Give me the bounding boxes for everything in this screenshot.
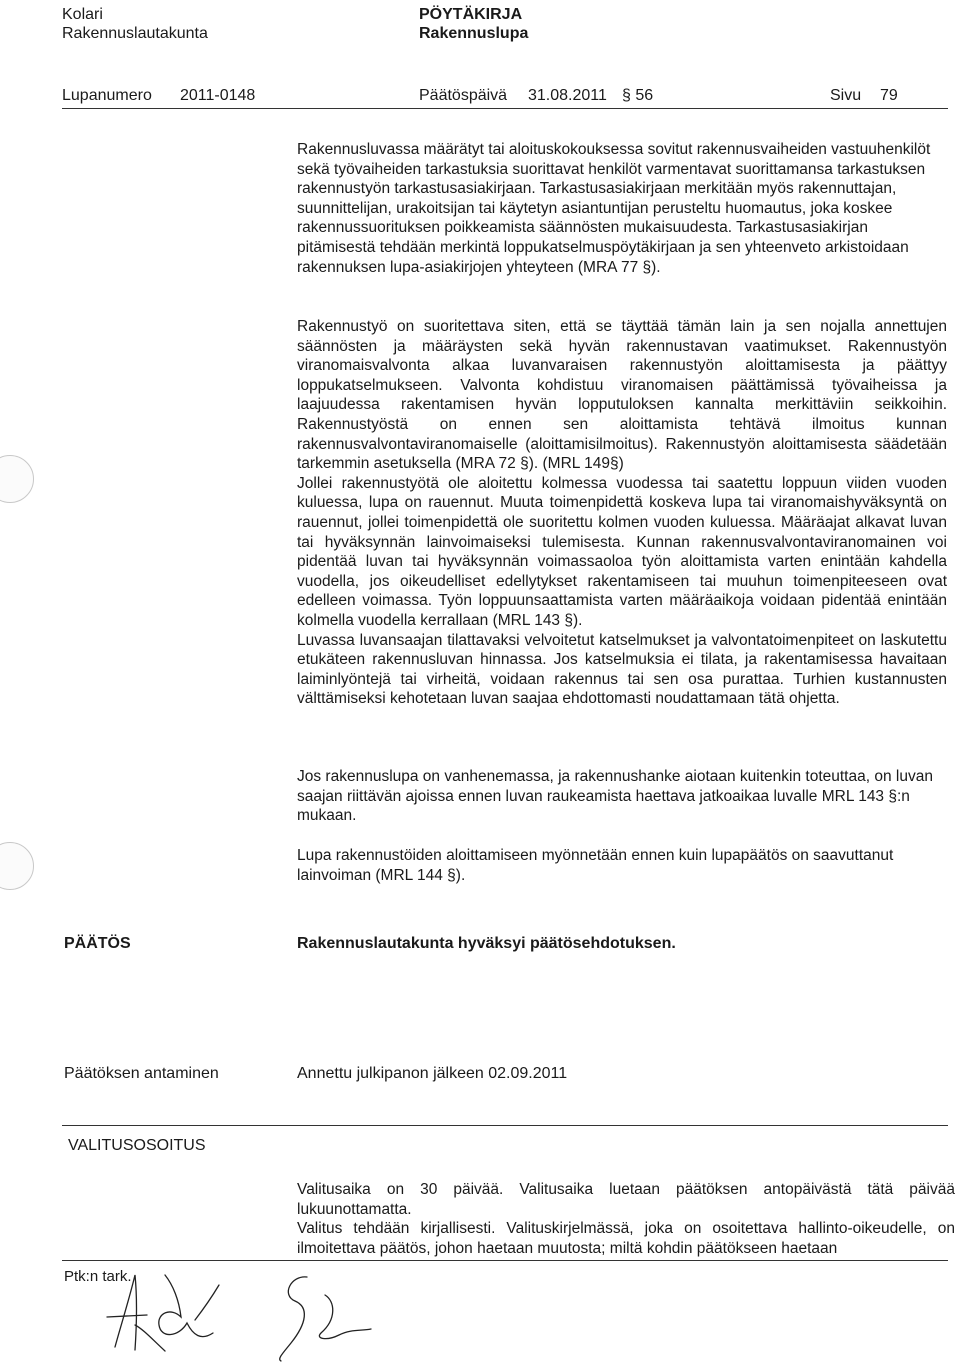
body-paragraph-2 bbox=[297, 317, 947, 709]
header-divider bbox=[62, 108, 948, 109]
document-subject: Rakennuslupa bbox=[419, 25, 529, 42]
body-paragraph-2a: Rakennustyö on suoritettava siten, että se täyttää tämän lain ja sen nojalla annettujen säännösten ja määräysten sekä hyvän rakennustavan vaatimukset. Rakennustyön viranomaisvalvonta alkaa luvanvaraisen rakennustyön aloittamisesta ja päättyy loppukatselmukseen. Valvonta kohdistuu viranomaisen päättämissä työvaiheissa ja laajuudessa rakentamisen hyvän lopputuloksen kannalta merkittäviin seikkoihin. Rakennustyöstä on ennen sen aloittamista tehtävä ilmoitus kunnan rakennusvalvontaviranomaiselle (aloittamisilmoitus). Rakennustyön aloittamisesta säädetään tarkemmin asetuksella (MRA 72 §). (MRL 149§) bbox=[297, 318, 947, 473]
notice-text: Annettu julkipanon jälkeen 02.09.2011 bbox=[297, 1065, 568, 1082]
decision-date-label: Päätöspäivä bbox=[419, 87, 508, 104]
appeal-text-2: Valitus tehdään kirjallisesti. Valituskirjelmässä, joka on osoitettava hallinto-oikeudelle, on ilmoitettava päätös, johon haetaan muutosta; miltä kohdin päätökseen haetaan bbox=[297, 1220, 955, 1257]
appeal-label: VALITUSOSOITUS bbox=[68, 1137, 206, 1154]
appeal-text-1: Valitusaika on 30 päivää. Valitusaika luetaan päätöksen antopäivästä tätä päivää lukuunottamatta. bbox=[297, 1181, 955, 1218]
page-label: Sivu bbox=[830, 87, 862, 104]
municipality-name: Kolari bbox=[62, 6, 103, 23]
document-type: PÖYTÄKIRJA bbox=[419, 6, 523, 23]
notice-label: Päätöksen antaminen bbox=[64, 1065, 219, 1082]
board-name: Rakennuslautakunta bbox=[62, 25, 208, 42]
page-number: 79 bbox=[880, 87, 898, 104]
punch-hole bbox=[0, 455, 34, 503]
body-paragraph-1: Rakennusluvassa määrätyt tai aloituskokouksessa sovitut rakennusvaiheiden vastuuhenkilöt sekä työvaiheiden tarkastuksia suorittavat henkilöt varmentavat suorittamansa tarkastuksen rakennustyön tarkastusasiakirjaan. Tarkastusasiakirjaan merkitään myös rakennuttajan, suunnittelijan, urakoitsijan tai käytetyn asiantuntijan perusteltu huomautus, joka koskee rakennussuorituksen poikkeamista säännösten mukaisuudesta. Tarkastusasiakirjan pitämisestä tehdään merkintä loppukatselmuspöytäkirjaan ja sen yhteenveto arkistoidaan rakennuksen lupa-asiakirjojen yhteyteen (MRA 77 §). bbox=[297, 141, 931, 276]
appeal-text bbox=[297, 1180, 955, 1258]
decision-text: Rakennuslautakunta hyväksyi päätösehdotuksen. bbox=[297, 935, 676, 952]
appeal-divider bbox=[62, 1125, 948, 1126]
body-paragraph-2c: Luvassa luvansaajan tilattavaksi velvoitetut katselmukset ja valvontatoimenpiteet on laskutettu etukäteen rakennusluvan hinnassa. Jos katselmuksia ei tilata, ja rakentamisessa havaitaan laiminlyöntejä tai virheitä, voidaan rakennus tai sen osa purattaa. Turhien kustannusten välttämiseksi kehotetaan luvan saajaa ehdottomasti noudattamaan tätä ohjetta. bbox=[297, 631, 947, 708]
permit-number-label: Lupanumero bbox=[62, 87, 152, 104]
initials-label: Ptk:n tark. bbox=[64, 1268, 132, 1285]
decision-label: PÄÄTÖS bbox=[64, 935, 131, 952]
section-number: § 56 bbox=[622, 87, 654, 104]
body-paragraph-4: Lupa rakennustöiden aloittamiseen myönnetään ennen kuin lupapäätös on saavuttanut lainvoiman (MRL 144 §). bbox=[297, 847, 894, 884]
body-paragraph-2b: Jollei rakennustyötä ole aloitettu kolmessa vuodessa tai saatettu loppuun viiden vuoden kuluessa, lupa on rauennut. Muuta toimenpidettä koskeva lupa tai viranomaishyväksyntä on rauennut, jollei toimenpidettä ole suoritettu kolmen vuoden kuluessa. Määräajat alkavat luvan tai hyväksynnän lainvoimaiseksi tulemisesta. Kunnan rakennusvalvontaviranomainen voi pidentää luvan tai hyväksynnän voimassaoloa työn aloittamista varten enintään kahdella vuodella, jos oikeudelliset edellytykset rakentamiseen tai muuhun toimenpiteeseen ovat edelleen voimassa. Työn loppuunsaattamista varten määräaikoja voidaan pidentää enintään kolmella vuodella kerrallaan (MRL 143 §). bbox=[297, 474, 947, 629]
permit-number: 2011-0148 bbox=[180, 87, 256, 104]
decision-date: 31.08.2011 bbox=[528, 87, 607, 104]
punch-hole bbox=[0, 842, 34, 890]
handwritten-initials-signature bbox=[95, 1255, 395, 1365]
body-paragraph-3: Jos rakennuslupa on vanhenemassa, ja rakennushanke aiotaan kuitenkin toteuttaa, on luvan saajan riittävän ajoissa ennen luvan raukeamista haettava jatkoaikaa luvalle MRL 143 §:n mukaan. bbox=[297, 768, 933, 825]
